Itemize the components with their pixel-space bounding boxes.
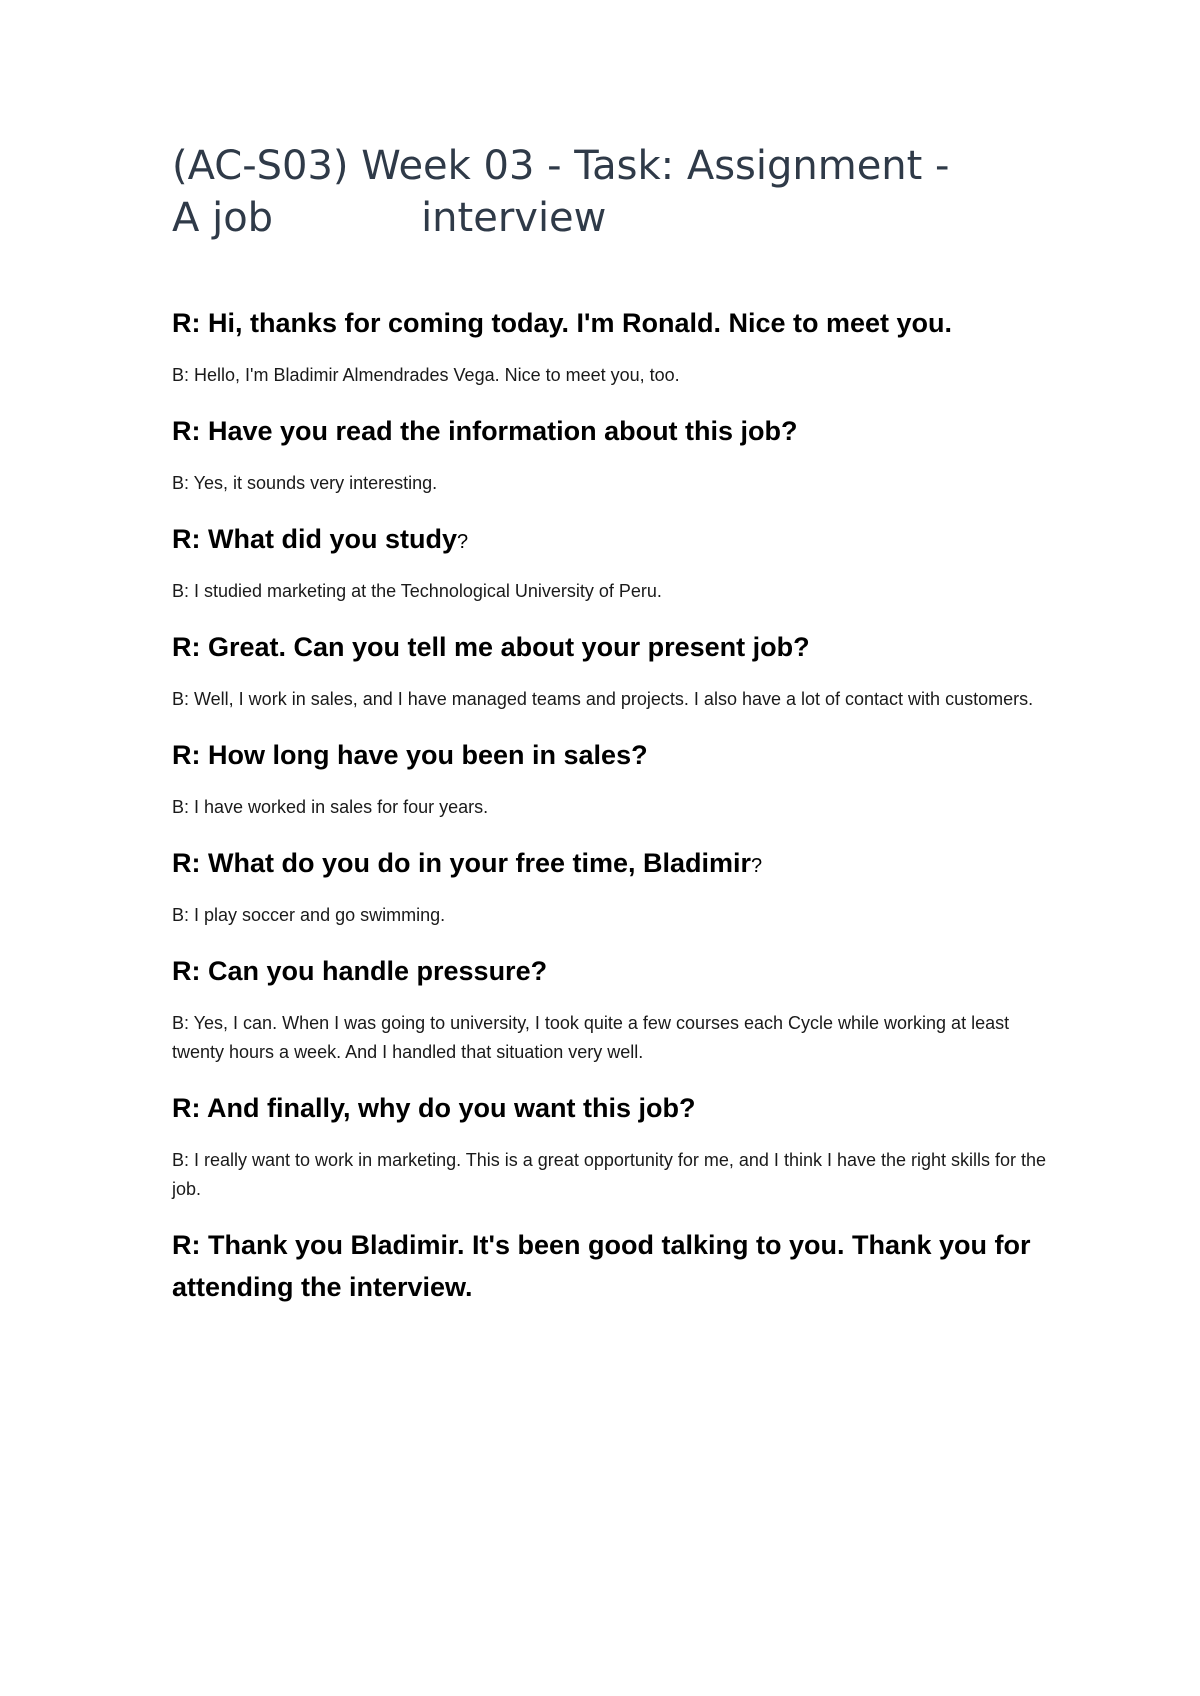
dialogue-item-4 bbox=[172, 626, 1052, 714]
title-line-1: (AC-S03) Week 03 - Task: Assignment - bbox=[172, 143, 950, 189]
answer: B: I have worked in sales for four years. bbox=[172, 797, 489, 817]
dialogue-item-2 bbox=[172, 410, 1052, 498]
document-content bbox=[172, 140, 1052, 1322]
question: R: How long have you been in sales? bbox=[172, 740, 648, 770]
title-line-2b: interview bbox=[421, 195, 607, 241]
answer: B: I studied marketing at the Technological University of Peru. bbox=[172, 581, 662, 601]
dialogue-item-5 bbox=[172, 734, 1052, 822]
answer: B: Yes, it sounds very interesting. bbox=[172, 473, 438, 493]
closing-remark: R: Thank you Bladimir. It's been good talking to you. Thank you for attending the interview. bbox=[172, 1230, 1031, 1302]
question: R: Can you handle pressure? bbox=[172, 956, 548, 986]
answer: B: I play soccer and go swimming. bbox=[172, 905, 446, 925]
question: R: What do you do in your free time, Bladimir? bbox=[172, 848, 763, 878]
question: R: And finally, why do you want this job? bbox=[172, 1093, 696, 1123]
answer: B: Yes, I can. When I was going to university, I took quite a few courses each Cycle while working at least twenty hours a week. And I handled that situation very well. bbox=[172, 1013, 1010, 1062]
answer: B: Well, I work in sales, and I have managed teams and projects. I also have a lot of contact with customers. bbox=[172, 689, 1034, 709]
dialogue-item-7 bbox=[172, 950, 1052, 1067]
title-line-2a: A job bbox=[172, 195, 274, 241]
answer: B: Hello, I'm Bladimir Almendrades Vega. Nice to meet you, too. bbox=[172, 365, 680, 385]
question: R: What did you study? bbox=[172, 524, 469, 554]
dialogue-item-6 bbox=[172, 842, 1052, 930]
dialogue-item-8 bbox=[172, 1087, 1052, 1204]
question: R: Great. Can you tell me about your present job? bbox=[172, 632, 810, 662]
dialogue-item-3 bbox=[172, 518, 1052, 606]
question: R: Have you read the information about this job? bbox=[172, 416, 798, 446]
dialogue-item-1 bbox=[172, 302, 1052, 390]
answer: B: I really want to work in marketing. This is a great opportunity for me, and I think I have the right skills for the job. bbox=[172, 1150, 1047, 1199]
question: R: Hi, thanks for coming today. I'm Ronald. Nice to meet you. bbox=[172, 308, 953, 338]
document-title bbox=[172, 140, 1052, 244]
